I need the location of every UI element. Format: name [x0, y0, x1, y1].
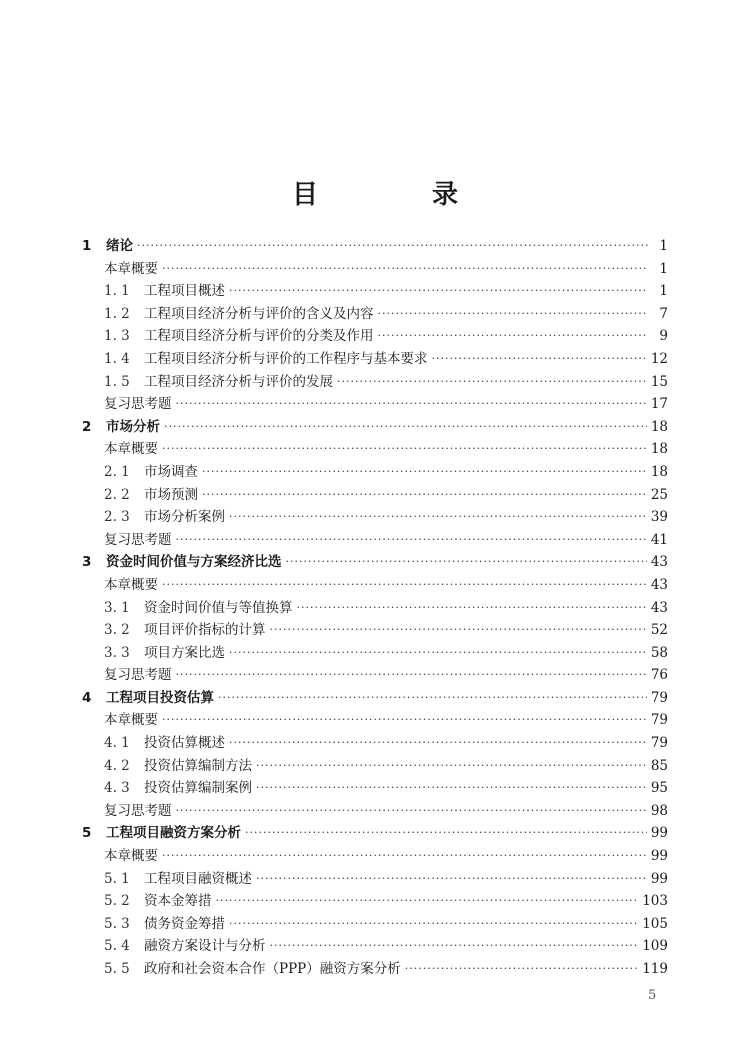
- toc-section-row[interactable]: [82, 935, 668, 958]
- toc-dot-leader: [218, 687, 647, 710]
- toc-entry-title: 绪论: [106, 238, 133, 254]
- toc-entry-title: 复习思考题: [104, 396, 172, 413]
- toc-entry-page: 98: [650, 802, 668, 819]
- toc-dot-leader: [176, 529, 647, 552]
- toc-entry-page: 7: [659, 305, 668, 322]
- toc-section-row[interactable]: [82, 280, 668, 303]
- toc-entry-page: 95: [650, 780, 668, 797]
- toc-entry-row[interactable]: [82, 574, 668, 597]
- toc-entry-title: 市场调查: [144, 463, 198, 480]
- toc-entry-page: 99: [650, 870, 668, 887]
- toc-entry-number: 2: [82, 418, 92, 435]
- toc-dot-leader: [297, 597, 647, 620]
- toc-entry-number: 4. 1: [104, 735, 130, 752]
- toc-entry-number: 3. 1: [104, 599, 130, 616]
- toc-entry-title: 投资估算概述: [144, 735, 225, 752]
- toc-entry-number: 4. 3: [104, 780, 130, 797]
- toc-section-row[interactable]: [82, 913, 668, 936]
- toc-entry-page: 99: [650, 825, 668, 842]
- toc-dot-leader: [378, 303, 649, 326]
- toc-entry-number: 2. 2: [104, 486, 130, 503]
- toc-chapter-row[interactable]: [82, 235, 668, 258]
- toc-dot-leader: [270, 935, 639, 958]
- toc-entry-title: 融资方案设计与分析: [144, 938, 266, 955]
- toc-entry-row[interactable]: [82, 529, 668, 552]
- toc-section-row[interactable]: [82, 325, 668, 348]
- toc-dot-leader: [256, 868, 647, 891]
- toc-entry-number: 1. 1: [104, 283, 130, 300]
- toc-entry-page: 119: [642, 961, 668, 977]
- toc-entry-page: 76: [650, 667, 668, 684]
- toc-dot-leader: [256, 755, 647, 778]
- toc-entry-title: 工程项目融资方案分析: [106, 825, 241, 842]
- toc-dot-leader: [137, 235, 648, 258]
- toc-entry-page: 25: [650, 486, 668, 503]
- toc-dot-leader: [229, 642, 647, 665]
- toc-entry-row[interactable]: [82, 438, 668, 461]
- toc-chapter-row[interactable]: [82, 822, 668, 845]
- toc-dot-leader: [229, 280, 648, 303]
- toc-entry-title: 投资估算编制方法: [144, 757, 252, 774]
- page-number: 5: [648, 988, 657, 1003]
- toc-entry-page: 58: [650, 644, 668, 661]
- toc-dot-leader: [229, 732, 647, 755]
- toc-entry-row[interactable]: [82, 393, 668, 416]
- toc-entry-title: 资金时间价值与等值换算: [144, 599, 293, 616]
- table-of-contents: [82, 235, 668, 981]
- toc-entry-title: 工程项目经济分析与评价的分类及作用: [144, 328, 374, 345]
- toc-dot-leader: [229, 913, 638, 936]
- toc-entry-title: 项目方案比选: [144, 644, 225, 661]
- toc-dot-leader: [162, 258, 648, 281]
- toc-entry-page: 9: [659, 328, 668, 345]
- toc-entry-number: 5. 4: [104, 938, 130, 955]
- toc-entry-page: 18: [650, 418, 668, 435]
- toc-entry-number: 4: [82, 689, 92, 706]
- toc-entry-page: 103: [642, 893, 668, 910]
- page-title: 目 录: [291, 180, 502, 210]
- toc-dot-leader: [176, 664, 647, 687]
- toc-dot-leader: [162, 438, 647, 461]
- toc-entry-page: 105: [642, 915, 668, 932]
- toc-entry-page: 43: [650, 554, 668, 571]
- toc-entry-page: 1: [659, 238, 668, 254]
- toc-dot-leader: [162, 574, 647, 597]
- toc-section-row[interactable]: [82, 619, 668, 642]
- toc-entry-page: 17: [650, 396, 668, 413]
- toc-entry-page: 12: [650, 350, 668, 367]
- toc-section-row[interactable]: [82, 348, 668, 371]
- toc-entry-title: 资本金筹措: [144, 893, 212, 910]
- toc-entry-page: 79: [650, 735, 668, 752]
- toc-dot-leader: [256, 777, 647, 800]
- toc-entry-title: 复习思考题: [104, 802, 172, 819]
- toc-entry-title: 工程项目概述: [144, 283, 225, 300]
- toc-entry-title: 投资估算编制案例: [144, 780, 252, 797]
- toc-entry-page: 18: [650, 463, 668, 480]
- toc-entry-title: 市场分析案例: [144, 509, 225, 526]
- toc-entry-row[interactable]: [82, 800, 668, 823]
- toc-dot-leader: [216, 890, 639, 913]
- toc-entry-title: 资金时间价值与方案经济比选: [106, 554, 282, 571]
- toc-entry-page: 79: [650, 712, 668, 729]
- toc-entry-page: 85: [650, 757, 668, 774]
- toc-entry-title: 本章概要: [104, 712, 158, 729]
- toc-entry-page: 109: [642, 938, 668, 955]
- toc-section-row[interactable]: [82, 506, 668, 529]
- toc-entry-title: 债务资金筹措: [144, 915, 225, 932]
- toc-section-row[interactable]: [82, 890, 668, 913]
- toc-dot-leader: [176, 393, 647, 416]
- toc-entry-number: 1: [82, 238, 92, 254]
- toc-entry-number: 5. 2: [104, 893, 130, 910]
- toc-section-row[interactable]: [82, 597, 668, 620]
- toc-dot-leader: [378, 325, 649, 348]
- toc-dot-leader: [432, 348, 647, 371]
- toc-section-row[interactable]: [82, 484, 668, 507]
- toc-entry-title: 市场分析: [106, 418, 160, 435]
- toc-entry-number: 5. 1: [104, 870, 130, 887]
- toc-entry-title: 工程项目经济分析与评价的含义及内容: [144, 305, 374, 322]
- toc-entry-page: 15: [650, 373, 668, 390]
- toc-section-row[interactable]: [82, 461, 668, 484]
- toc-entry-row[interactable]: [82, 709, 668, 732]
- toc-entry-title: 工程项目经济分析与评价的发展: [144, 373, 333, 390]
- toc-entry-number: 3. 2: [104, 622, 130, 639]
- toc-entry-row[interactable]: [82, 258, 668, 281]
- toc-entry-title: 复习思考题: [104, 667, 172, 684]
- toc-dot-leader: [337, 371, 647, 394]
- toc-entry-number: 1. 4: [104, 350, 130, 367]
- toc-entry-number: 1. 5: [104, 373, 130, 390]
- toc-dot-leader: [245, 822, 647, 845]
- toc-entry-number: 3: [82, 554, 92, 571]
- toc-dot-leader: [164, 416, 647, 439]
- toc-entry-page: 79: [650, 689, 668, 706]
- toc-entry-title: 工程项目投资估算: [106, 689, 214, 706]
- toc-entry-page: 1: [659, 283, 668, 300]
- toc-entry-page: 52: [650, 622, 668, 639]
- toc-section-row[interactable]: [82, 642, 668, 665]
- toc-entry-page: 99: [650, 848, 668, 865]
- toc-dot-leader: [202, 484, 647, 507]
- toc-entry-number: 1. 2: [104, 305, 130, 322]
- toc-entry-title: 本章概要: [104, 441, 158, 458]
- toc-entry-row[interactable]: [82, 845, 668, 868]
- toc-entry-number: 1. 3: [104, 328, 130, 345]
- toc-entry-title: 复习思考题: [104, 531, 172, 548]
- toc-section-row[interactable]: [82, 732, 668, 755]
- toc-section-row[interactable]: [82, 777, 668, 800]
- toc-entry-number: 5. 5: [104, 961, 130, 977]
- toc-entry-page: 1: [659, 260, 668, 277]
- toc-entry-number: 4. 2: [104, 757, 130, 774]
- toc-chapter-row[interactable]: [82, 416, 668, 439]
- toc-entry-title: 市场预测: [144, 486, 198, 503]
- toc-section-row[interactable]: [82, 868, 668, 891]
- toc-section-row[interactable]: [82, 371, 668, 394]
- toc-dot-leader: [162, 845, 647, 868]
- toc-dot-leader: [176, 800, 647, 823]
- toc-section-row[interactable]: [82, 303, 668, 326]
- toc-dot-leader: [202, 461, 647, 484]
- toc-section-row[interactable]: [82, 755, 668, 778]
- toc-section-row[interactable]: [82, 958, 668, 981]
- toc-dot-leader: [405, 958, 638, 981]
- toc-entry-title: 本章概要: [104, 260, 158, 277]
- toc-chapter-row[interactable]: [82, 551, 668, 574]
- toc-dot-leader: [270, 619, 647, 642]
- toc-entry-number: 2. 3: [104, 509, 130, 526]
- toc-entry-number: 3. 3: [104, 644, 130, 661]
- toc-entry-title: 项目评价指标的计算: [144, 622, 266, 639]
- toc-dot-leader: [229, 506, 647, 529]
- toc-entry-title: 工程项目融资概述: [144, 870, 252, 887]
- toc-entry-row[interactable]: [82, 664, 668, 687]
- toc-entry-number: 2. 1: [104, 463, 130, 480]
- toc-entry-number: 5: [82, 825, 92, 842]
- toc-dot-leader: [286, 551, 647, 574]
- toc-entry-title: 本章概要: [104, 848, 158, 865]
- toc-entry-number: 5. 3: [104, 915, 130, 932]
- toc-entry-title: 政府和社会资本合作（PPP）融资方案分析: [144, 961, 401, 977]
- toc-entry-page: 43: [650, 576, 668, 593]
- toc-chapter-row[interactable]: [82, 687, 668, 710]
- toc-entry-page: 41: [650, 531, 668, 548]
- toc-entry-page: 43: [650, 599, 668, 616]
- toc-entry-title: 本章概要: [104, 576, 158, 593]
- toc-entry-page: 39: [650, 509, 668, 526]
- toc-entry-title: 工程项目经济分析与评价的工作程序与基本要求: [144, 350, 428, 367]
- toc-dot-leader: [162, 709, 647, 732]
- toc-entry-page: 18: [650, 441, 668, 458]
